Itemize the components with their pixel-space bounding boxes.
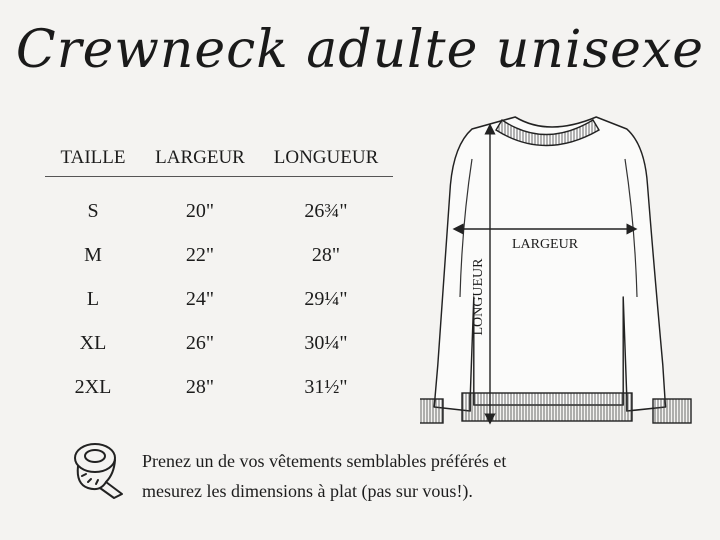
- table-row: [45, 233, 393, 277]
- sweatshirt-diagram: [420, 115, 710, 435]
- cell-size: 2XL: [74, 375, 112, 398]
- instruction-line-2: mesurez les dimensions à plat (pas sur vous!).: [142, 481, 473, 501]
- header-length: LONGUEUR: [273, 147, 379, 168]
- cell-size: S: [87, 199, 99, 222]
- cell-width: 28": [185, 375, 215, 398]
- header-width: LARGEUR: [155, 147, 245, 168]
- cell-width: 20": [185, 199, 215, 222]
- measuring-tape-icon: [70, 440, 126, 500]
- size-table-header: [45, 140, 393, 177]
- table-row: [45, 365, 393, 409]
- page-title: Crewneck adulte unisexe: [15, 20, 705, 80]
- size-table: [45, 140, 393, 409]
- width-label: LARGEUR: [511, 237, 579, 252]
- header-size: TAILLE: [60, 147, 126, 168]
- cell-length: 29¼": [304, 287, 348, 310]
- instruction-line-1: Prenez un de vos vêtements semblables préférés et: [142, 451, 507, 471]
- cell-width: 24": [185, 287, 215, 310]
- cell-length: 28": [311, 243, 341, 266]
- length-label: LONGUEUR: [471, 258, 486, 336]
- table-row: [45, 277, 393, 321]
- measure-instruction: [142, 446, 612, 506]
- table-row: [45, 321, 393, 365]
- cell-width: 22": [185, 243, 215, 266]
- cell-length: 26¾": [304, 199, 348, 222]
- cell-width: 26": [185, 331, 215, 354]
- cell-size: L: [86, 287, 100, 310]
- cell-size: XL: [79, 331, 107, 354]
- cell-length: 30¼": [304, 331, 348, 354]
- table-row: [45, 189, 393, 233]
- cell-length: 31½": [304, 375, 348, 398]
- cell-size: M: [84, 243, 102, 266]
